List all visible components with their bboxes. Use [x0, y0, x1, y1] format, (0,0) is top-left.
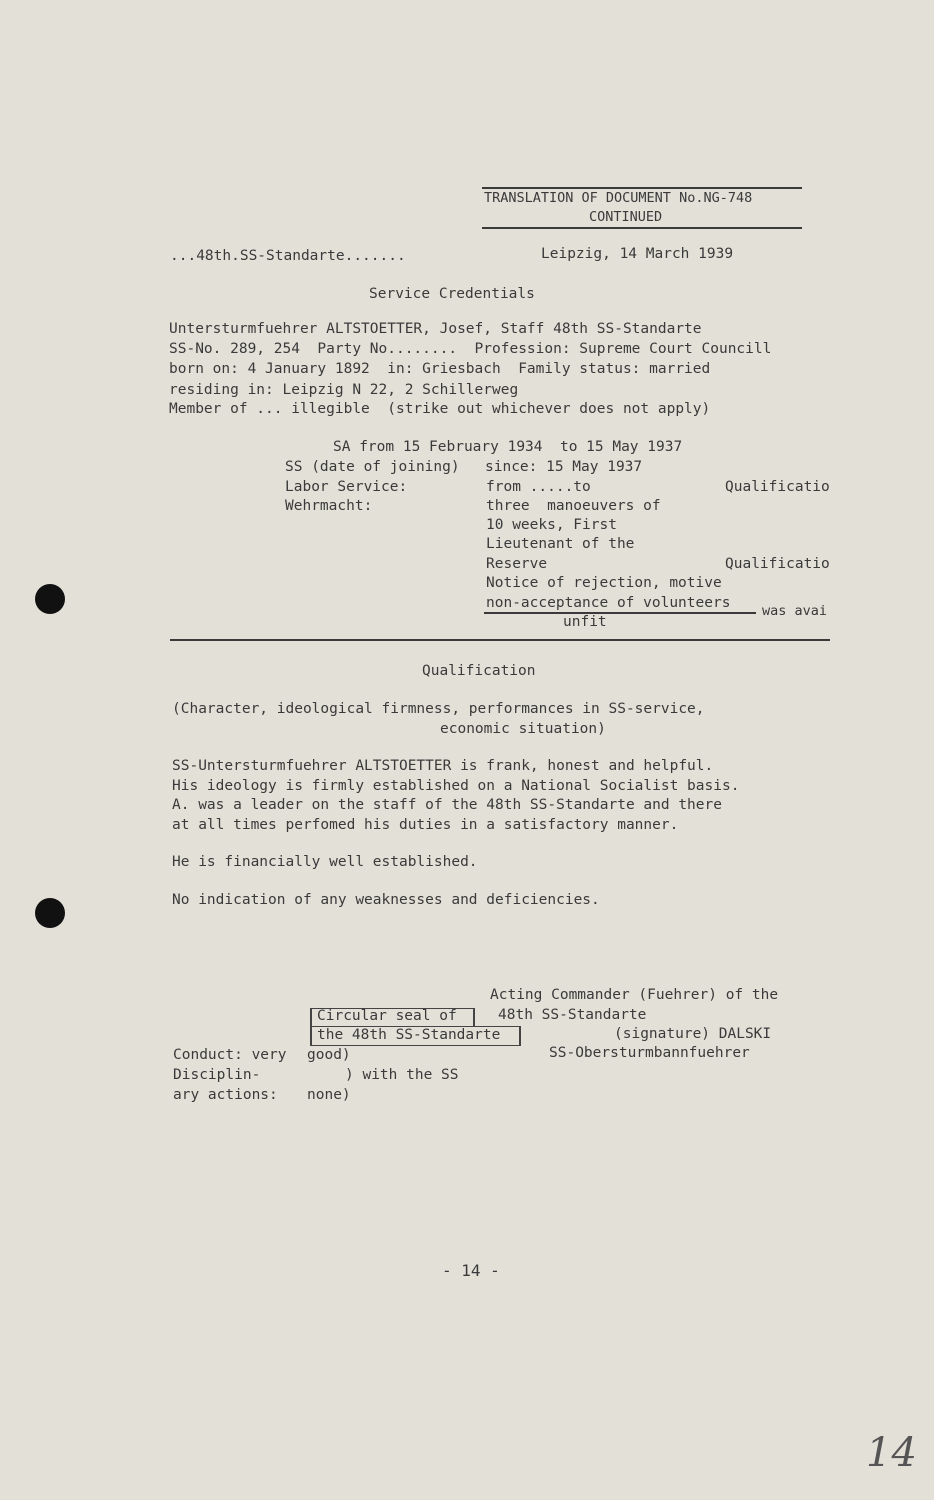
handwritten-folio-number: 14	[866, 1430, 917, 1476]
signature-line: (signature) DALSKI	[614, 1026, 772, 1042]
place-date: Leipzig, 14 March 1939	[541, 246, 734, 262]
weakness-line: No indication of any weaknesses and deficiencies.	[172, 892, 600, 908]
unit-line: ...48th.SS-Standarte.......	[170, 248, 406, 264]
ss-label: SS (date of joining)	[285, 459, 460, 475]
qualification-column: Qualificatio	[725, 556, 830, 572]
assessment-line: A. was a leader on the staff of the 48th SS-Standarte and there	[172, 797, 722, 813]
conduct-label: Disciplin-	[173, 1067, 261, 1083]
conduct-value: good)	[307, 1047, 351, 1063]
person-line: residing in: Leipzig N 22, 2 Schillerweg	[169, 382, 519, 398]
wehrmacht-line: Reserve	[486, 556, 548, 572]
punch-hole	[35, 898, 65, 928]
labor-label: Labor Service:	[285, 479, 408, 495]
assessment-line: SS-Untersturmfuehrer ALTSTOETTER is frank, honest and helpful.	[172, 758, 714, 774]
seal-box-left	[310, 1008, 312, 1046]
person-line: born on: 4 January 1892 in: Griesbach Family status: married	[169, 361, 711, 377]
person-line: Member of ... illegible (strike out whichever does not apply)	[169, 401, 711, 417]
seal-text: the 48th SS-Standarte	[317, 1027, 501, 1043]
assessment-line: His ideology is firmly established on a National Socialist basis.	[172, 778, 740, 794]
seal-text: Circular seal of	[317, 1008, 457, 1024]
sa-membership: SA from 15 February 1934 to 15 May 1937	[333, 439, 683, 455]
page-number: - 14 -	[442, 1261, 500, 1280]
punch-hole	[35, 584, 65, 614]
person-line: SS-No. 289, 254 Party No........ Profession: Supreme Court Councill	[169, 341, 772, 357]
doc-title: TRANSLATION OF DOCUMENT No.NG-748	[484, 190, 753, 206]
signature-line: SS-Obersturmbannfuehrer	[549, 1045, 750, 1061]
signature-line: Acting Commander (Fuehrer) of the	[490, 987, 779, 1003]
section-divider	[170, 639, 830, 641]
ss-value: since: 15 May 1937	[485, 459, 643, 475]
nonacceptance-line: non-acceptance of volunteers	[486, 595, 731, 611]
conduct-value: ) with the SS	[345, 1067, 459, 1083]
wehrmacht-label: Wehrmacht:	[285, 498, 373, 514]
doc-subtitle: CONTINUED	[589, 209, 663, 225]
labor-value: from .....to	[486, 479, 591, 495]
wehrmacht-line: three manoeuvers of	[486, 498, 661, 514]
conduct-value: none)	[307, 1087, 351, 1103]
section-heading: Service Credentials	[369, 286, 535, 302]
was-available: was avai	[762, 603, 828, 619]
seal-box-right	[519, 1026, 521, 1046]
signature-line: 48th SS-Standarte	[498, 1007, 647, 1023]
wehrmacht-line: 10 weeks, First	[486, 517, 617, 533]
criteria-line: (Character, ideological firmness, performances in SS-service,	[172, 701, 705, 717]
qualification-column: Qualificatio	[725, 479, 830, 495]
person-line: Untersturmfuehrer ALTSTOETTER, Josef, Staff 48th SS-Standarte	[169, 321, 702, 337]
conduct-label: ary actions:	[173, 1087, 278, 1103]
qualification-heading: Qualification	[422, 663, 536, 679]
fraction-line	[484, 612, 756, 614]
seal-box-divider	[473, 1008, 475, 1026]
assessment-line: at all times perfomed his duties in a satisfactory manner.	[172, 817, 679, 833]
financial-line: He is financially well established.	[172, 854, 478, 870]
criteria-line: economic situation)	[440, 721, 606, 737]
title-overline	[482, 187, 802, 189]
wehrmacht-line: Lieutenant of the	[486, 536, 635, 552]
conduct-label: Conduct: very	[173, 1047, 287, 1063]
rejection-line: Notice of rejection, motive	[486, 575, 722, 591]
unfit-line: unfit	[563, 614, 607, 630]
title-underline	[482, 227, 802, 229]
